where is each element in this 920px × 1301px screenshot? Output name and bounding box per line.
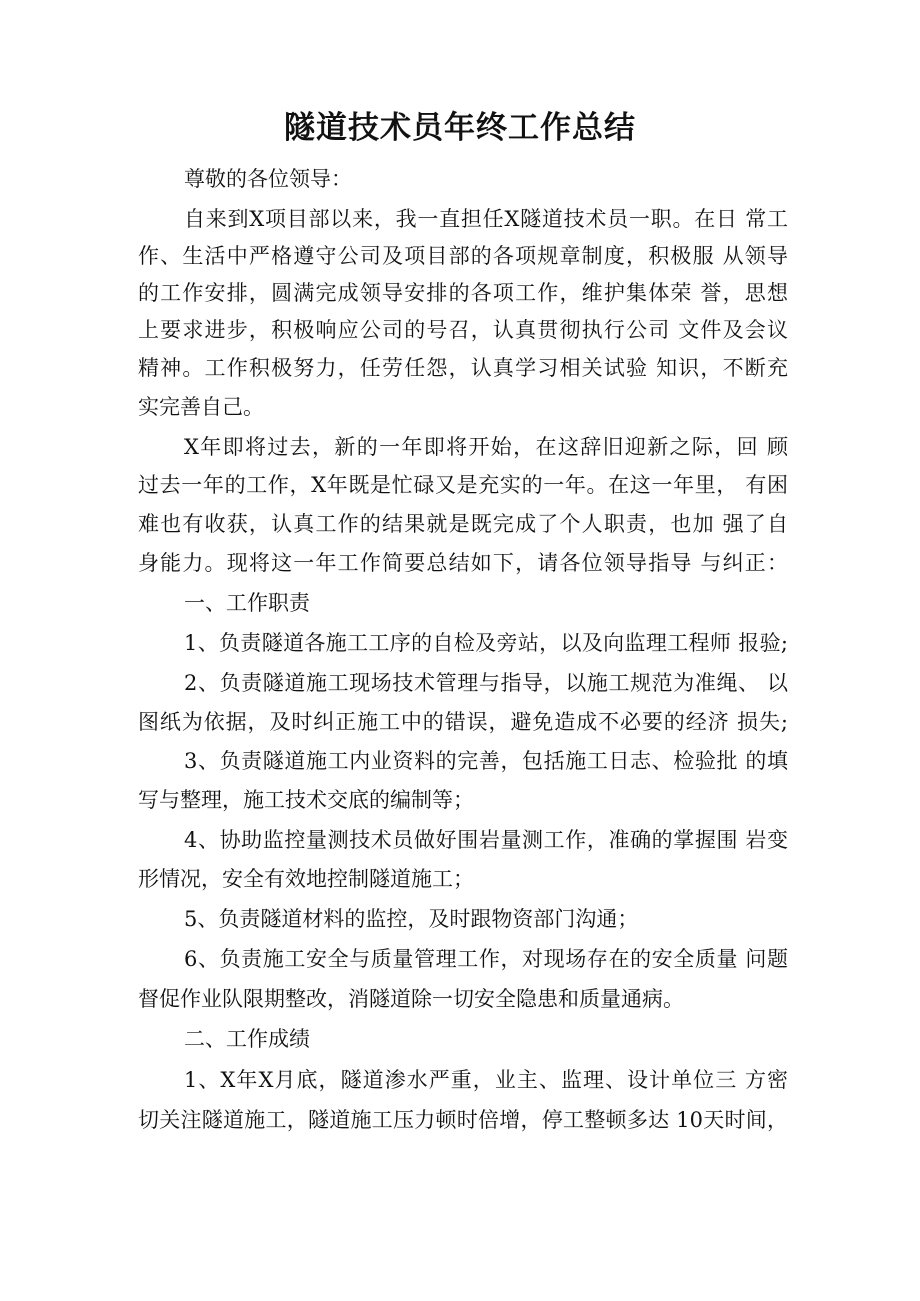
salutation: 尊敬的各位领导： <box>184 167 352 191</box>
list-item: 3、负责隧道施工内业资料的完善，包括施工日志、检验批 的填 <box>184 749 788 773</box>
paragraph-line: 难也有收获，认真工作的结果就是既完成了个人职责，也加 强了自 <box>138 512 788 536</box>
paragraph-line: 身能力。现将这一年工作简要总结如下，请各位领导指导 与纠正： <box>138 551 788 575</box>
paragraph-line: 自来到X项目部以来，我一直担任X隧道技术员一职。在日 常工 <box>184 207 788 231</box>
paragraph-line: 上要求进步，积极响应公司的号召，认真贯彻执行公司 文件及会议 <box>138 318 788 342</box>
paragraph-line: 的工作安排，圆满完成领导安排的各项工作，维护集体荣 誉，思想 <box>138 281 788 305</box>
list-item-continuation: 图纸为依据，及时纠正施工中的错误，避免造成不必要的经济 损失; <box>138 710 788 734</box>
paragraph-line: 精神。工作积极努力，任劳任怨，认真学习相关试验 知识，不断充 <box>138 356 788 380</box>
section-heading: 二、工作成绩 <box>184 1027 310 1051</box>
section-heading: 一、工作职责 <box>184 591 310 615</box>
list-item-continuation: 督促作业队限期整改，消隧道除一切安全隐患和质量通病。 <box>138 987 684 1011</box>
list-item: 5、负责隧道材料的监控，及时跟物资部门沟通； <box>184 907 639 931</box>
list-item: 6、负责施工安全与质量管理工作，对现场存在的安全质量 问题 <box>184 947 788 971</box>
paragraph-line: X年即将过去，新的一年即将开始，在这辞旧迎新之际，回 顾 <box>184 435 788 459</box>
list-item-continuation: 写与整理，施工技术交底的编制等； <box>138 788 474 812</box>
paragraph-line: 作、生活中严格遵守公司及项目部的各项规章制度，积极服 从领导 <box>138 244 788 268</box>
list-item: 1、X年X月底，隧道渗水严重，业主、监理、设计单位三 方密 <box>184 1068 788 1092</box>
list-item-continuation: 形情况，安全有效地控制隧道施工； <box>138 867 474 891</box>
list-item: 1、负责隧道各施工工序的自检及旁站，以及向监理工程师 报验; <box>184 631 788 655</box>
paragraph-line: 实完善自己。 <box>138 395 264 419</box>
list-item: 2、负责隧道施工现场技术管理与指导，以施工规范为准绳、 以 <box>184 671 788 695</box>
list-item-continuation: 切关注隧道施工，隧道施工压力顿时倍增，停工整顿多达 10天时间， <box>138 1108 788 1132</box>
paragraph-line: 过去一年的工作，X年既是忙碌又是充实的一年。在这一年里， 有困 <box>138 473 788 497</box>
document-title: 隧道技术员年终工作总结 <box>284 110 636 146</box>
list-item: 4、协助监控量测技术员做好围岩量测工作，准确的掌握围 岩变 <box>184 828 788 852</box>
